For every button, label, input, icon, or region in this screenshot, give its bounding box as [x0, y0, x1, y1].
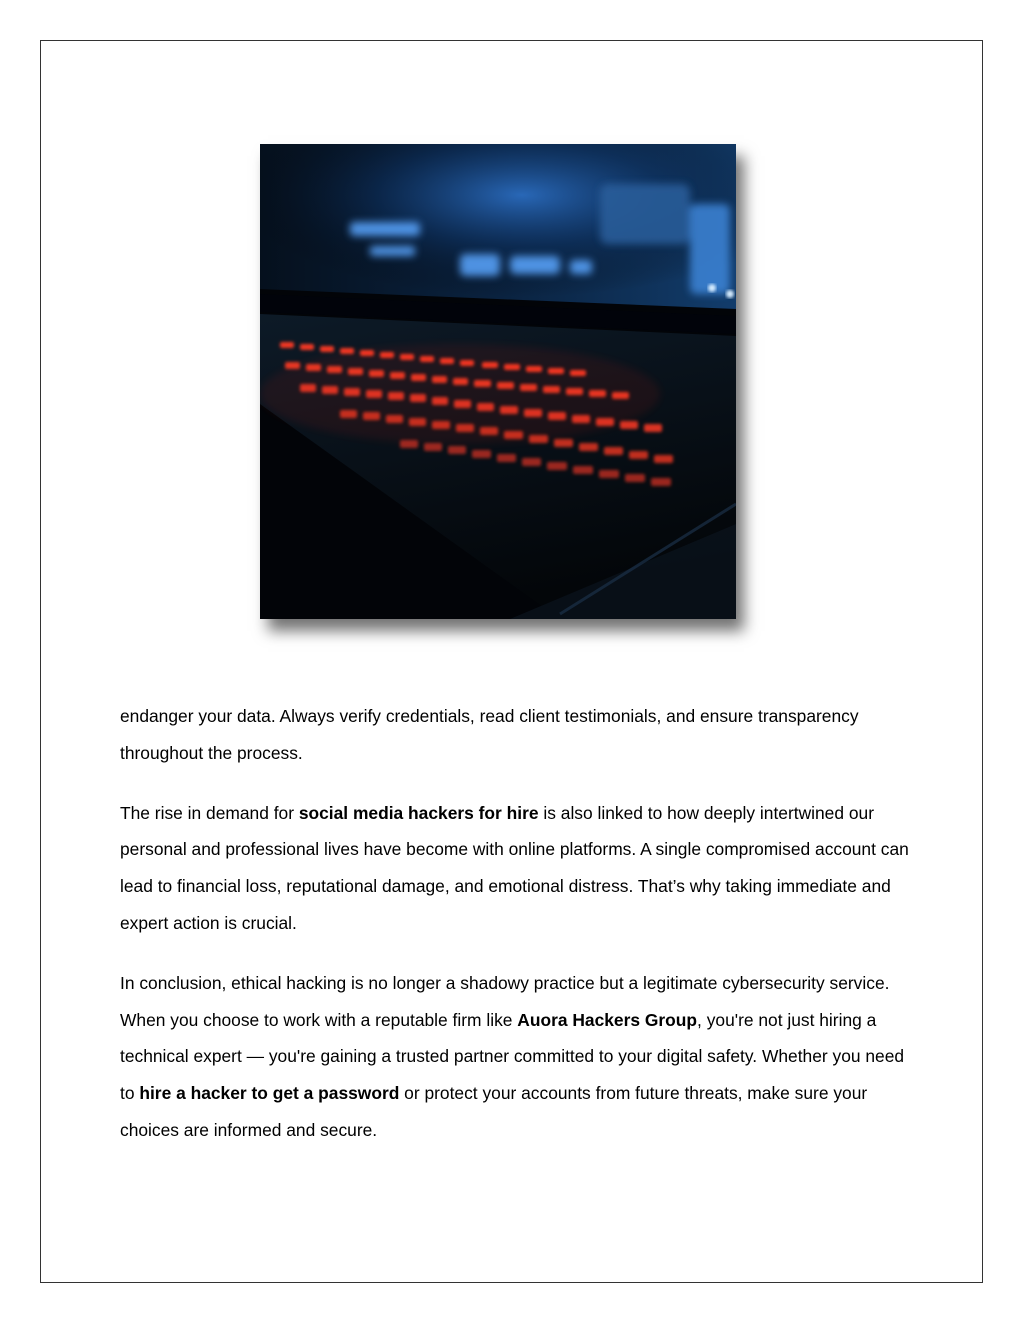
keyword-auora-hackers-group: Auora Hackers Group: [517, 1009, 698, 1030]
paragraph-2: [120, 795, 910, 942]
paragraph-2-text-end: is also linked to how deeply intertwined our personal and professional lives have become with online platforms. A single compromised account can lead to financial loss, reputational damage, and emotional distress. That’s why taking immediate and expert action is crucial.: [120, 802, 909, 933]
article-body: [120, 698, 910, 1172]
keyword-social-media-hackers: social media hackers for hire: [298, 802, 539, 823]
paragraph-1-text: endanger your data. Always verify credentials, read client testimonials, and ensure transparency throughout the process.: [120, 706, 859, 763]
paragraph-2-text-start: The rise in demand for: [120, 802, 299, 823]
keyword-hire-hacker-password: hire a hacker to get a password: [139, 1083, 400, 1104]
paragraph-3-text-middle: , you're not just hiring a technical expert — you're gaining a trusted partner committed to your digital safety. Whether you need to: [120, 1009, 905, 1104]
paragraph-3-text-start: In conclusion, ethical hacking is no longer a shadowy practice but a legitimate cybersecurity service. When you choose to work with a reputable firm like: [120, 972, 890, 1030]
paragraph-3: [120, 965, 910, 1149]
paragraph-1: [120, 698, 910, 772]
paragraph-3-text-end: or protect your accounts from future threats, make sure your choices are informed and secure.: [120, 1083, 868, 1140]
laptop-keyboard-image: [260, 144, 736, 619]
